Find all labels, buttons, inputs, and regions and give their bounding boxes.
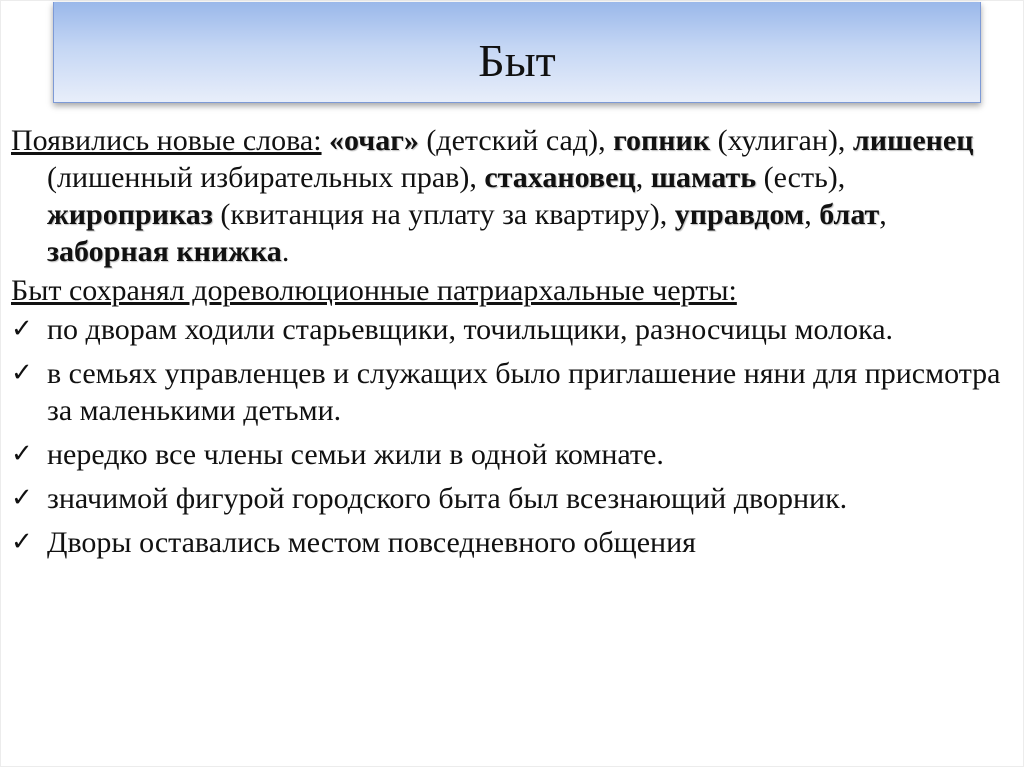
list-item-text: нередко все члены семьи жили в одной комнате. [47,438,664,471]
list-item [11,355,1011,429]
list-item-text: по дворам ходили старьевщики, точильщики, разносчицы молока. [47,313,894,346]
slide-body [11,122,1011,568]
check-mark-icon: ✓ [11,527,33,557]
definition-text: (есть), [756,161,846,194]
slide-title: Быт [478,34,556,86]
bullet-list [11,311,1011,561]
separator-text: , [804,198,820,231]
traditions-paragraph [11,272,1011,309]
definition-text: (хулиган), [710,124,853,157]
term-ochag: «очаг» [329,124,419,157]
term-stakhanovets: стахановец [484,161,636,194]
term-zabornaya-knizhka: заборная книжка [47,235,282,268]
check-mark-icon: ✓ [11,439,33,469]
period-text: . [281,235,290,268]
term-upravdom: управдом [674,198,805,231]
check-mark-icon: ✓ [11,483,33,513]
list-item-text: Дворы оставались местом повседневного общения [47,526,696,559]
check-mark-icon: ✓ [11,314,33,344]
list-item [11,436,1011,473]
traditions-heading: Быт сохранял дореволюционные патриархальные черты: [11,274,737,307]
separator-text: , [635,161,651,194]
term-lishenets: лишенец [852,124,974,157]
definition-text: (квитанция на уплату за квартиру), [212,198,675,231]
term-blat: блат [819,198,880,231]
list-item [11,311,1011,348]
new-words-heading: Появились новые слова: [11,124,322,157]
term-gopnik: гопник [613,124,711,157]
definition-text: (детский сад), [418,124,614,157]
list-item-text: значимой фигурой городского быта был всезнающий дворник. [47,482,848,515]
list-item [11,524,1011,561]
term-shamat: шамать [650,161,757,194]
new-words-paragraph [11,122,1011,270]
title-banner [53,2,981,103]
list-item-text: в семьях управленцев и служащих было приглашение няни для присмотра за маленькими детьми. [47,357,1001,427]
definition-text: (лишенный избирательных прав), [47,161,485,194]
term-zhiroprikaz: жироприказ [47,198,213,231]
list-item [11,480,1011,517]
separator-text: , [879,198,887,231]
check-mark-icon: ✓ [11,358,33,388]
